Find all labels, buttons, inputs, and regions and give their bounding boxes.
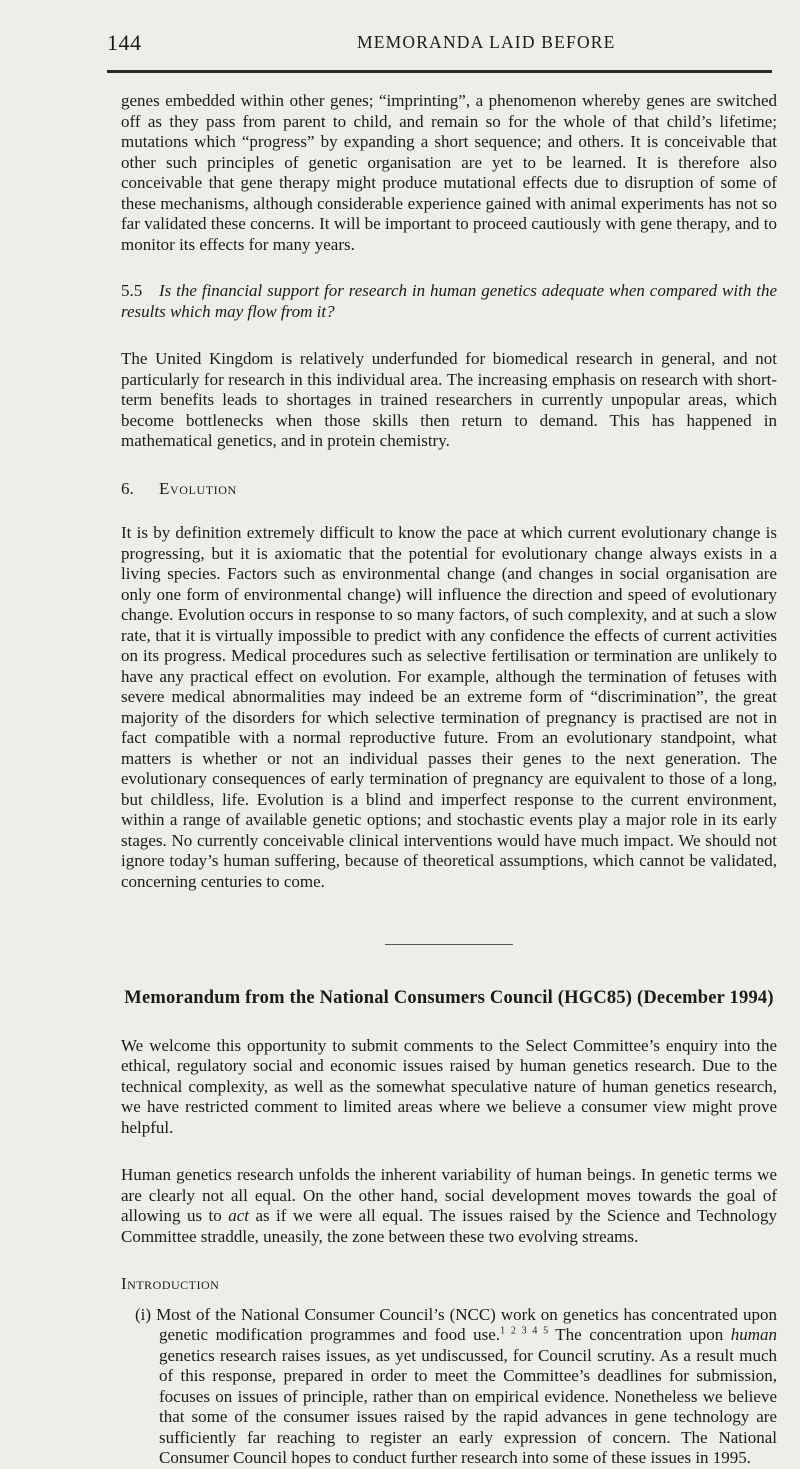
- item-text-start: Most of the National Consumer Council’s (NCC) work on genetics has concentrated upon genetic modification programmes and food use.: [156, 1304, 778, 1344]
- footnote-references: 1 2 3 4 5: [500, 1325, 549, 1337]
- paragraph-welcome: We welcome this opportunity to submit comments to the Select Committee’s enquiry into the ethical, regulatory social and economic issues raised by human genetics research. Due to the technical complexity, as well as the somewhat speculative nature of human genetics research, we have restricted comment to limited areas where we believe a consumer view might prove helpful.: [121, 1035, 777, 1137]
- paragraph-funding: The United Kingdom is relatively underfunded for biomedical research in general, and not particularly for research in this individual area. The increasing emphasis on research with short-term benefits leads to shortages in trained researchers in currently unpopular areas, which become bottlenecks when those skills then return to demand. This has happened in mathematical genetics, and in protein chemistry.: [121, 349, 777, 450]
- paragraph-variability: [121, 1165, 777, 1247]
- memorandum-title: Memorandum from the National Consumers Council (HGC85) (December 1994): [124, 988, 774, 1008]
- question-5-5: [121, 281, 777, 322]
- item-label: (i): [135, 1304, 152, 1324]
- item-emphasis: human: [730, 1325, 778, 1344]
- variability-text-end: as if we were all equal. The issues raised by the Science and Technology Committee straddle, uneasily, the zone between these two evolving streams.: [121, 1206, 777, 1246]
- running-title: MEMORANDA LAID BEFORE: [357, 32, 616, 52]
- introduction-heading: Introduction: [121, 1274, 220, 1293]
- question-number: 5.5: [121, 281, 143, 300]
- section-number: 6.: [121, 478, 134, 498]
- variability-emphasis: act: [228, 1206, 249, 1225]
- header-rule: [107, 70, 772, 73]
- item-text-middle: The concentration upon: [548, 1325, 731, 1344]
- paragraph-genes-continuation: genes embedded within other genes; “imprinting”, a phenomenon whereby genes are switched off as they pass from parent to child, and remain so for the whole of that child’s lifetime; mutations which “progress” by expanding a short sequence; and others. It is conceivable that other such principles of genetic organisation are yet to be learned. It is therefore also conceivable that gene therapy might produce mutational effects due to disruption of some of these mechanisms, although considerable experience gained with animal experiments has not so far validated these concerns. It will be important to proceed cautiously with gene therapy, and to monitor its effects for many years.: [121, 91, 777, 254]
- page-number: 144: [107, 30, 142, 55]
- section-title: Evolution: [159, 478, 237, 498]
- question-text: Is the financial support for research in human genetics adequate when compared with the results which may flow from it?: [121, 281, 777, 321]
- body-text: [121, 91, 777, 1469]
- section-heading-evolution: [121, 479, 777, 500]
- section-divider: [385, 944, 513, 945]
- paragraph-evolution: It is by definition extremely difficult to know the pace at which current evolutionary change is progressing, but it is axiomatic that the potential for evolutionary change always exists in a living species. Factors such as environmental change (and changes in social organisation are only one form of environmental change) will influence the direction and speed of evolutionary change. Evolution occurs in response to so many factors, of such complexity, and at such a slow rate, that it is virtually impossible to predict with any confidence the effects of current activities on its progress. Medical procedures such as selective fertilisation or termination are unlikely to have any practical effect on evolution. For example, although the termination of fetuses with severe medical abnormalities may indeed be an extreme form of “discrimination”, the great majority of the disorders for which selective termination of pregnancy is practised are not in fact compatible with a normal reproductive future. From an evolutionary standpoint, what matters is whether or not an individual passes their genes to the next generation. The evolutionary consequences of early termination of pregnancy are equivalent to those of a long, but childless, life. Evolution is a blind and imperfect response to the current environment, within a range of available genetic options; and stochastic events play a major role in its early stages. No currently conceivable clinical interventions would have much impact. We should not ignore today’s human suffering, because of theoretical assumptions, which cannot be validated, concerning centuries to come.: [121, 523, 777, 891]
- variability-text-start: Human genetics research unfolds the inherent variability of human beings. In genetic terms we are clearly not all equal. On the other hand, social development moves towards the goal of allowing us to: [121, 1165, 777, 1225]
- numbered-item-i: [121, 1305, 777, 1469]
- item-text-end: genetics research raises issues, as yet undiscussed, for Council scrutiny. As a result much of this response, prepared in order to meet the Committee’s deadlines for submission, focuses on issues of principle, rather than on empirical evidence. Nonetheless we believe that some of the consumer issues raised by the rapid advances in gene technology are sufficiently far reaching to register an early expression of concern. The National Consumer Council hopes to conduct further research into some of these issues in 1995.: [159, 1345, 777, 1467]
- running-header: [107, 30, 777, 74]
